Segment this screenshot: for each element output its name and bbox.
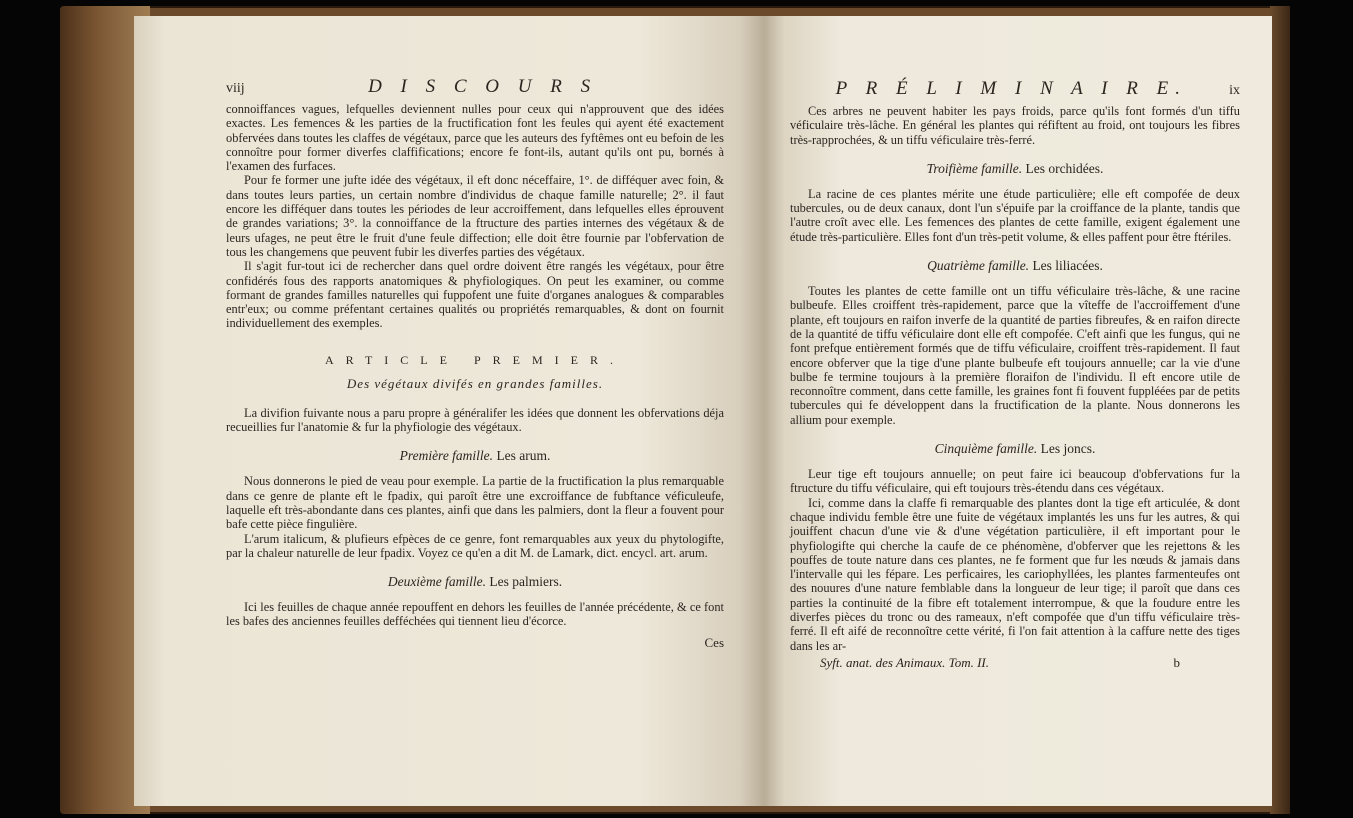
paragraph: Il s'agit fur-tout ici de rechercher dans quel ordre doivent être rangés les végétaux, pour être confidérés fous des rapports anatomiques & phyfiologiques. On peut les examiner, ou comme formant de grandes familles naturelles qui fuppofent une fuite d'organes analogues & comparables entr'eux; ou comme préfentant certaines qualités ou propriétés remarquables, & dont on fournit individuellement des exemples. — [226, 259, 724, 331]
paragraph: Pour fe former une jufte idée des végétaux, il eft donc néceffaire, 1°. de difféquer avec foin, & dans toutes leurs parties, un certain nombre d'individus de chaque famille naturelle; 2°. il faut encore les difféquer dans toutes les périodes de leur accroiffement, dans lefquelles elles éprouvent de grandes variations; 3°. la connoiffance de la ftructure des parties internes des végétaux & de leurs ufages, ne peut être le fruit d'une feule diffection; elle doit être fournie par l'obfervation de tous les changemens que peuvent fubir les diverfes parties des végétaux. — [226, 173, 724, 259]
paragraph: Leur tige eft toujours annuelle; on peut faire ici beaucoup d'obfervations fur la ftructure du tiffu véficulaire, qui eft toujours très-étendu dans ces végétaux. — [790, 467, 1240, 496]
book-cover-right — [1270, 6, 1290, 814]
article-heading: ARTICLE PREMIER. — [325, 352, 625, 367]
paragraph: Ces arbres ne peuvent habiter les pays froids, parce qu'ils font formés d'un tiffu véficulaire très-lâche. En général les plantes qui réfiftent au froid, ont toujours les fibres très-rapprochées, & un tiffu véficulaire très-ferré. — [790, 104, 1240, 147]
signature-mark: b — [1173, 654, 1180, 670]
paragraph: Toutes les plantes de cette famille ont un tiffu véficulaire très-lâche, & une racine bulbeufe. Elles croiffent très-rapidement, parce que la vîteffe de l'accroiffement d'une plante, eft toujours en raifon inverfe de la quantité de parties fibreufes, & en raifon directe de la quantité de tiffu véficulaire dont elle eft compofée. C'eft ainfi que les fungus, qui ne font prefque entièrement formés que de tiffu véficulaire, croiffent très-rapidement. Il faut encore obferver que la tige d'une plante bulbeufe eft toujours annuelle; car la vie d'une bulbe fe termine toujours à la première floraifon de l'individu. Il eft encore utile de reconnoître comment, dans cette famille, les graines font fi fouvent fuppléées par de petits tubercules qui fe développent dans la fructification de la plante. Nous donnerons les allium pour exemple. — [790, 284, 1240, 427]
paragraph: La divifion fuivante nous a paru propre à généralifer les idées que donnent les obfervations déja recueillies fur l'anatomie & fur la phyfiologie des végétaux. — [226, 405, 724, 435]
left-running-head — [226, 76, 724, 98]
catchword: Ces — [704, 634, 724, 650]
right-page — [764, 16, 1272, 806]
page-number: ix — [1229, 83, 1240, 98]
paragraph: Ici les feuilles de chaque année repouffent en dehors les feuilles de l'année précédente, & ce font les bafes des anciennes feuilles defféchées qui tiennent lieu d'écorce. — [226, 600, 724, 629]
family-heading: Deuxième famille. Les palmiers. — [387, 574, 563, 590]
open-book — [60, 6, 1290, 814]
family-heading: Troifième famille. Les orchidées. — [926, 160, 1104, 176]
page-number: viij — [226, 81, 245, 96]
family-heading: Première famille. Les arum. — [399, 448, 551, 464]
running-title: P R É L I M I N A I R E. — [835, 78, 1187, 99]
signature-line: Syft. anat. des Animaux. Tom. II. — [820, 654, 989, 670]
running-title: D I S C O U R S — [368, 76, 598, 97]
page-footer — [790, 655, 1240, 671]
article-subtitle: Des végétaux divifés en grandes familles. — [346, 375, 604, 391]
paragraph: L'arum italicum, & plufieurs efpèces de ce genre, font remarquables aux yeux du phytologifte, par la chaleur naturelle de leur fpadix. Voyez ce qu'en a dit M. de Lamark, dict. encycl. art. arum. — [226, 531, 724, 560]
right-running-head — [790, 78, 1240, 100]
family-heading: Cinquième famille. Les joncs. — [934, 441, 1096, 457]
paragraph: Nous donnerons le pied de veau pour exemple. La partie de la fructification la plus remarquable dans ce genre de plante eft le fpadix, qui paroît être une excroiffance de fubftance véficuleufe, laquelle eft très-abondante dans ces plantes, ainfi que dans les palmiers, dont la fleur a fouvent pour bafe cette pièce fingulière. — [226, 474, 724, 532]
paragraph: La racine de ces plantes mérite une étude particulière; elle eft compofée de deux tubercules, ou de deux canaux, dont l'un s'épuife par la croiffance de la plante, tandis que l'autre croît avec elle. Les femences des plantes de cette famille, exigent également une étude très-particulière. Elles font d'un très-petit volume, & elles paffent pour être ftériles. — [790, 186, 1240, 244]
left-page — [134, 16, 764, 806]
paragraph: Ici, comme dans la claffe fi remarquable des plantes dont la tige eft articulée, & dont chaque individu femble être une fuite de végétaux implantés les uns fur les autres, & qui jouiffent chacun d'une vie & d'une végétation particulière, il eft important pour le phyfiologifte qui cherche la caufe de ce phénomène, d'obferver que les rejettons & les pouffes de toute nature dans ces plantes, ne fe forment que fur les nœuds & jamais dans l'intervalle qui les fépare. Les perficaires, les cariophyllées, les plantes farmenteufes ont des nouures d'une nature femblable dans la longueur de leur tige; il paroît que dans ces parties la continuité de la fibre eft totalement interrompue, & que la foudure entre les diverfes pièces du tronc ou des rameaux, n'eft compofée que d'un tiffu véficulaire très-ferré. Il eft aifé de reconnoître cette vérité, fi l'on fait attention à la caffure nette des tiges dans les ar- — [790, 495, 1240, 653]
family-heading: Quatrième famille. Les liliacées. — [927, 258, 1103, 274]
paragraph: connoiffances vagues, lefquelles deviennent nulles pour ceux qui n'approuvent que des idées exactes. Les femences & les parties de la fructification font les feules qui ayent été exactement obfervées dans toutes les claffes de végétaux, parce que les auteurs des fyftêmes ont eu befoin de les connoître pour former diverfes claffifications; encore fe font-ils, autant qu'ils ont pu, bornés à l'examen des furfaces. — [226, 102, 724, 174]
